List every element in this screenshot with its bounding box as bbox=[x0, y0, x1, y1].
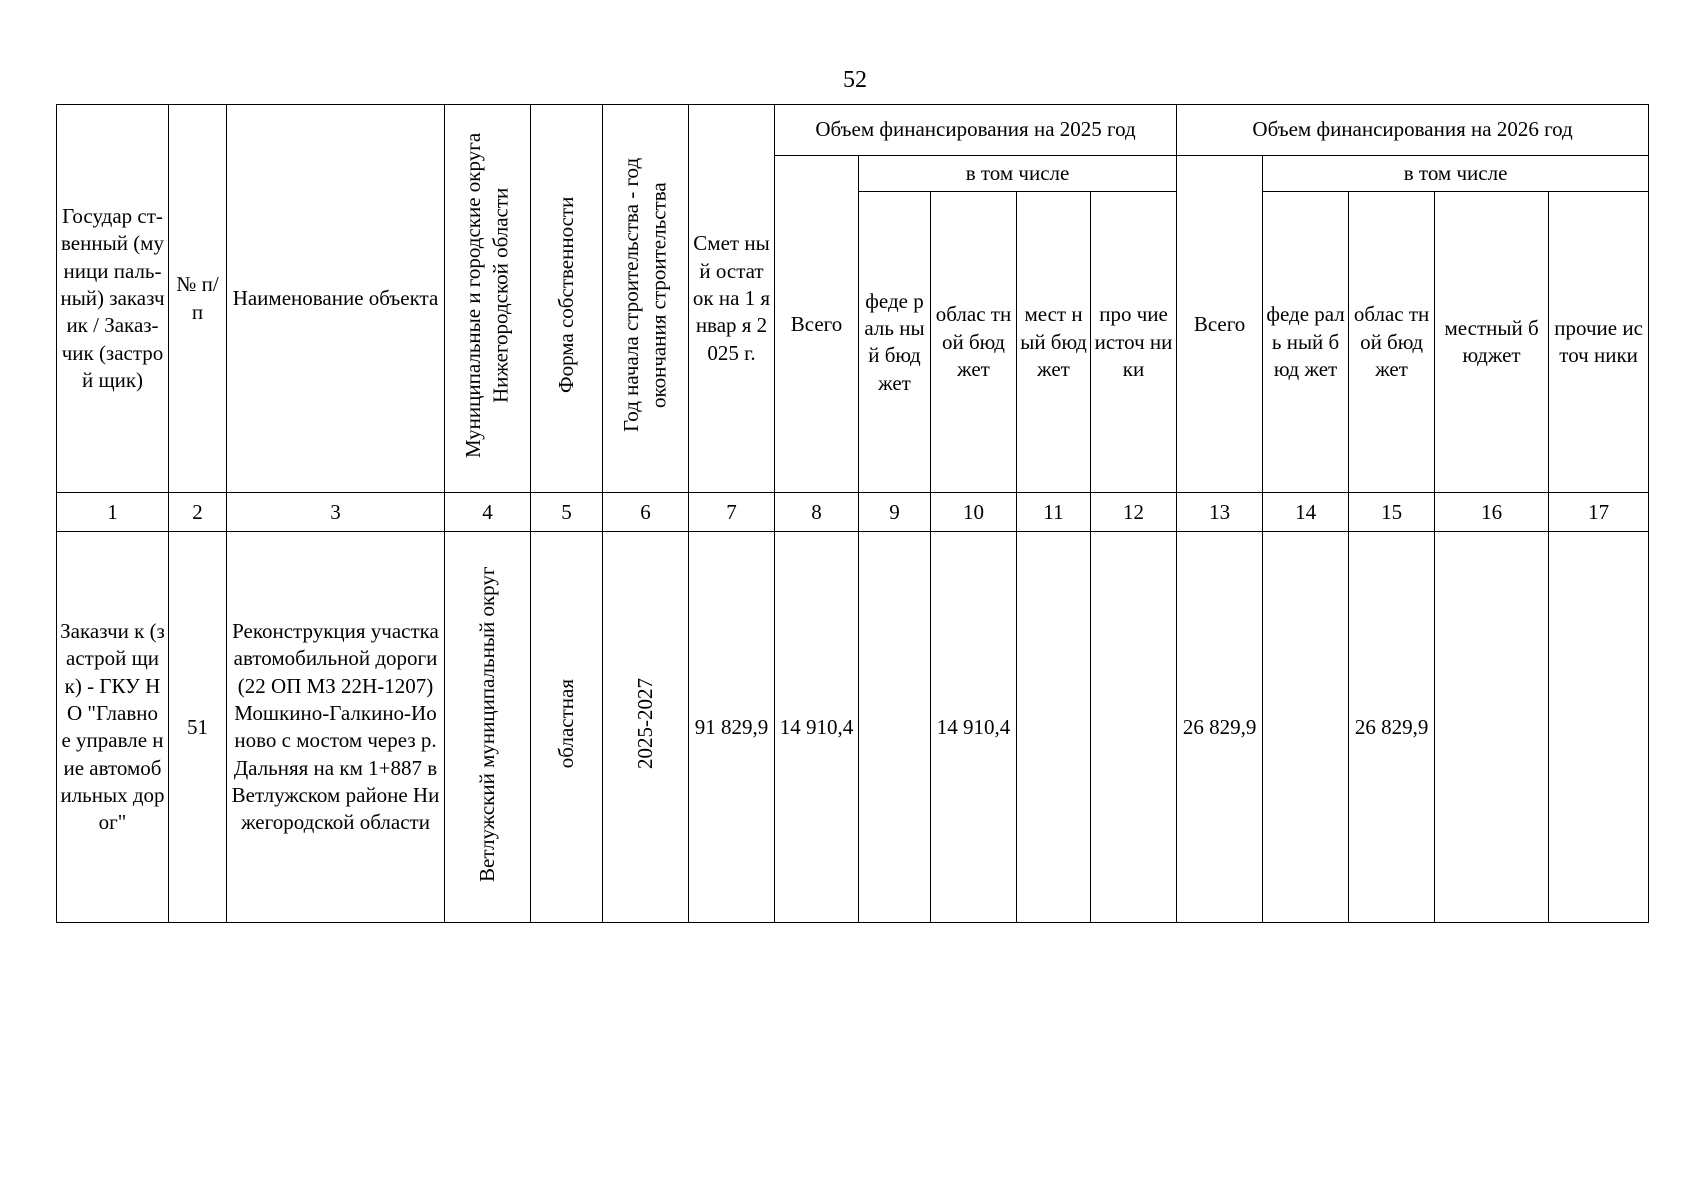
cell-2026-local bbox=[1435, 532, 1549, 923]
cell-years-wrap bbox=[603, 532, 689, 923]
header-2026-local: местный бюджет bbox=[1435, 192, 1549, 493]
header-ownership: Форма собственности bbox=[553, 196, 578, 394]
cell-years: 2025-2027 bbox=[632, 678, 657, 770]
column-number: 15 bbox=[1349, 493, 1435, 532]
cell-2026-fed bbox=[1263, 532, 1349, 923]
column-number: 5 bbox=[531, 493, 603, 532]
header-customer: Государ ст- венный (муници паль- ный) заказчик / Заказ- чик (застрой щик) bbox=[57, 105, 169, 493]
cell-district: Ветлужский муниципальный округ bbox=[474, 565, 499, 882]
header-2026-incl: в том числе bbox=[1263, 156, 1649, 192]
page-number: 52 bbox=[843, 67, 867, 93]
header-years: Год начала строительства - год окончания строительства bbox=[619, 157, 671, 433]
cell-balance: 91 829,9 bbox=[689, 532, 775, 923]
header-fin-2025: Объем финансирования на 2025 год bbox=[775, 105, 1177, 156]
column-numbers-row bbox=[57, 493, 1649, 532]
cell-2025-total: 14 910,4 bbox=[775, 532, 859, 923]
column-number: 10 bbox=[931, 493, 1017, 532]
column-number: 3 bbox=[227, 493, 445, 532]
column-number: 14 bbox=[1263, 493, 1349, 532]
header-2026-total: Всего bbox=[1177, 156, 1263, 493]
header-fin-2026: Объем финансирования на 2026 год bbox=[1177, 105, 1649, 156]
cell-customer: Заказчи к (застрой щик) - ГКУ НО "Главно е управле ние автомоб ильных дорог" bbox=[57, 532, 169, 923]
header-2025-total: Всего bbox=[775, 156, 859, 493]
column-number: 11 bbox=[1017, 493, 1091, 532]
header-2026-fed: феде раль ный бюд жет bbox=[1263, 192, 1349, 493]
header-ownership-cell bbox=[531, 105, 603, 493]
header-object-name: Наименование объекта bbox=[227, 105, 445, 493]
header-2025-reg: облас тной бюд жет bbox=[931, 192, 1017, 493]
column-number: 7 bbox=[689, 493, 775, 532]
column-number: 13 bbox=[1177, 493, 1263, 532]
cell-2025-fed bbox=[859, 532, 931, 923]
table-row bbox=[57, 532, 1649, 923]
cell-object-name: Реконструкция участка автомобильной дороги (22 ОП МЗ 22Н-1207) Мошкино-Галкино-Ионово с мостом через р.Дальняя на км 1+887 в Ветлужском районе Нижегородской области bbox=[227, 532, 445, 923]
header-district: Муниципальные и городские округа Нижегородской области bbox=[461, 132, 513, 458]
financing-table bbox=[56, 104, 1649, 923]
cell-ownership-wrap bbox=[531, 532, 603, 923]
cell-2026-reg: 26 829,9 bbox=[1349, 532, 1435, 923]
header-years-cell bbox=[603, 105, 689, 493]
column-number: 1 bbox=[57, 493, 169, 532]
column-number: 2 bbox=[169, 493, 227, 532]
cell-ownership: областная bbox=[553, 679, 578, 769]
column-number: 6 bbox=[603, 493, 689, 532]
cell-2025-other bbox=[1091, 532, 1177, 923]
header-number: № п/п bbox=[169, 105, 227, 493]
column-number: 12 bbox=[1091, 493, 1177, 532]
header-2026-reg: облас тной бюд жет bbox=[1349, 192, 1435, 493]
cell-2025-local bbox=[1017, 532, 1091, 923]
header-2025-fed: феде раль ный бюд жет bbox=[859, 192, 931, 493]
header-2025-other: про чие источ ники bbox=[1091, 192, 1177, 493]
column-number: 8 bbox=[775, 493, 859, 532]
header-row-financing bbox=[57, 105, 1649, 156]
header-balance: Смет ный остат ок на 1 январ я 2025 г. bbox=[689, 105, 775, 493]
cell-2026-total: 26 829,9 bbox=[1177, 532, 1263, 923]
header-2025-local: мест ный бюд жет bbox=[1017, 192, 1091, 493]
header-district-cell bbox=[445, 105, 531, 493]
cell-2026-other bbox=[1549, 532, 1649, 923]
header-2026-other: прочие источ ники bbox=[1549, 192, 1649, 493]
cell-district-wrap bbox=[445, 532, 531, 923]
cell-2025-reg: 14 910,4 bbox=[931, 532, 1017, 923]
column-number: 16 bbox=[1435, 493, 1549, 532]
column-number: 17 bbox=[1549, 493, 1649, 532]
header-2025-incl: в том числе bbox=[859, 156, 1177, 192]
cell-number: 51 bbox=[169, 532, 227, 923]
column-number: 4 bbox=[445, 493, 531, 532]
column-number: 9 bbox=[859, 493, 931, 532]
